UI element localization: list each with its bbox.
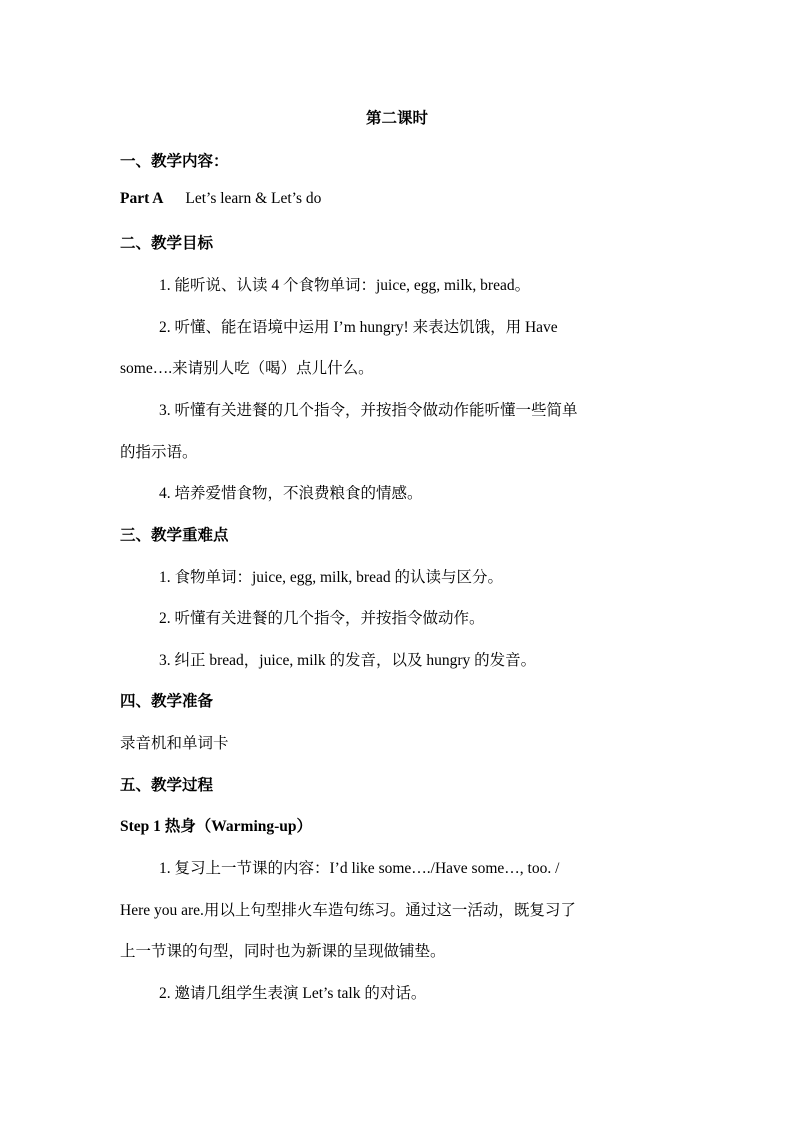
part-content: Let’s learn & Let’s do [185, 190, 322, 207]
step1-item: 2. 邀请几组学生表演 Let’s talk 的对话。 [159, 985, 427, 1002]
key-point-item: 1. 食物单词：juice, egg, milk, bread 的认读与区分。 [159, 569, 503, 586]
step1-item-continued: Here you are.用以上句型排火车造句练习。通过这一活动，既复习了 [120, 902, 576, 919]
objective-item: 2. 听懂、能在语境中运用 I’m hungry! 来表达饥饿，用 Have [159, 319, 558, 336]
key-point-item: 3. 纠正 bread，juice, milk 的发音，以及 hungry 的发音。 [159, 652, 537, 669]
objective-item: 1. 能听说、认读 4 个食物单词：juice, egg, milk, bread。 [159, 277, 531, 294]
part-label: Part A [120, 190, 164, 207]
section-heading-content: 一、教学内容： [120, 153, 229, 170]
objective-item-continued: some….来请别人吃（喝）点儿什么。 [120, 360, 374, 377]
section-heading-process: 五、教学过程 [120, 777, 214, 794]
step1-item-continued: 上一节课的句型，同时也为新课的呈现做铺垫。 [120, 943, 446, 960]
page-title: 第二课时 [365, 110, 428, 127]
objective-item: 3. 听懂有关进餐的几个指令，并按指令做动作能听懂一些简单 [159, 402, 578, 419]
section-heading-key-points: 三、教学重难点 [120, 527, 229, 544]
step1-item: 1. 复习上一节课的内容：I’d like some…./Have some…, too. / [159, 860, 560, 877]
section-heading-preparation: 四、教学准备 [120, 693, 214, 710]
key-point-item: 2. 听懂有关进餐的几个指令，并按指令做动作。 [159, 610, 485, 627]
objective-item: 4. 培养爱惜食物，不浪费粮食的情感。 [159, 485, 423, 502]
section-heading-objectives: 二、教学目标 [120, 235, 214, 252]
objective-item-continued: 的指示语。 [120, 444, 198, 461]
part-line [120, 190, 321, 208]
preparation-text: 录音机和单词卡 [120, 735, 229, 752]
step1-heading: Step 1 热身（Warming-up） [120, 818, 313, 835]
